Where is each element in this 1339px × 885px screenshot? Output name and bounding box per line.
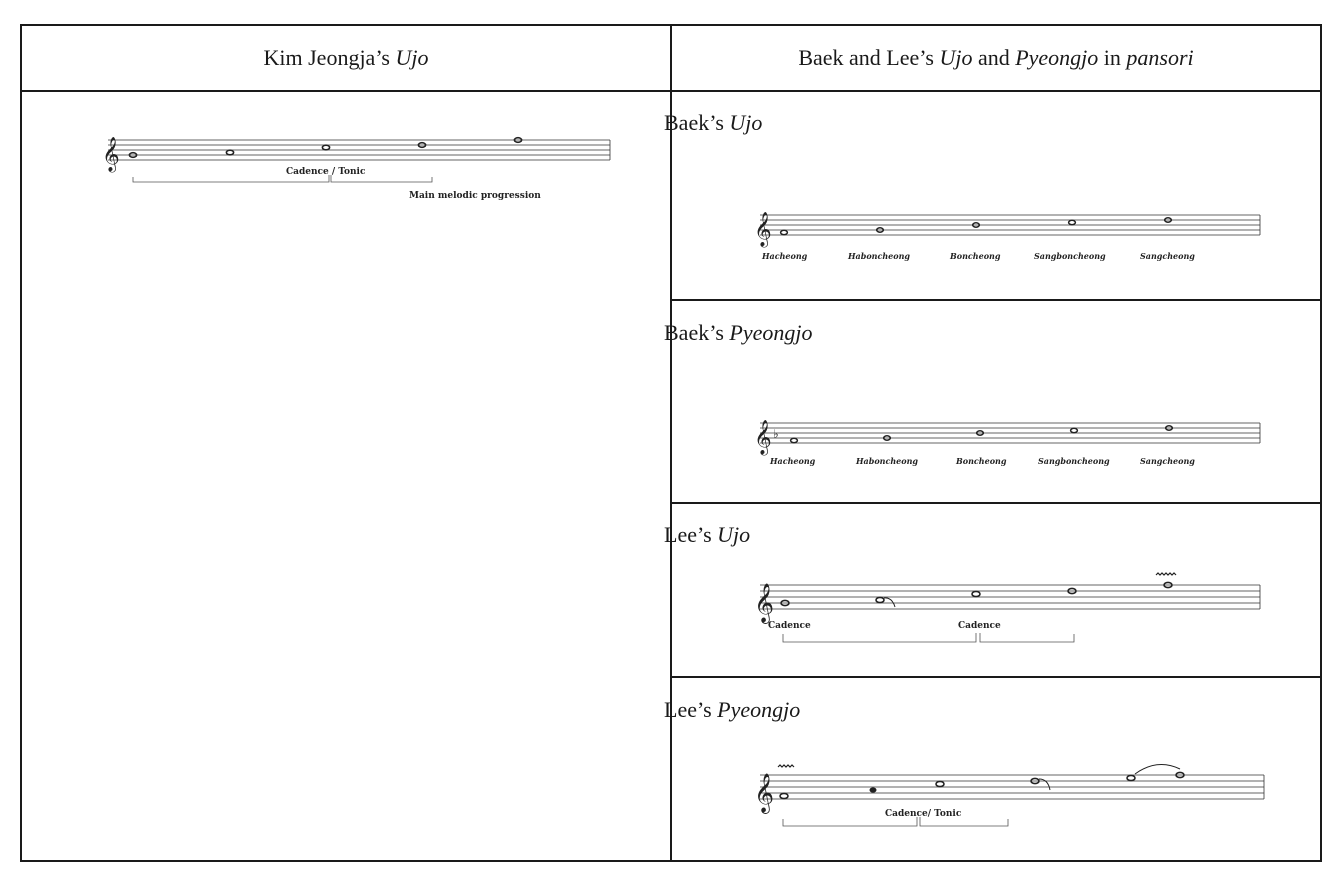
lee-ujo-cadence-1: Cadence	[768, 621, 811, 631]
kim-cadence-label: Cadence / Tonic	[286, 167, 366, 177]
baek-ujo-title	[664, 110, 762, 136]
header-right-italic-2: Pyeongjo	[1015, 45, 1099, 70]
baek-pyeongjo-title	[664, 320, 812, 346]
baek-pyeongjo-label-5: Sangcheong	[1140, 456, 1195, 466]
lee-ujo-staff	[752, 565, 1272, 655]
treble-clef-icon: 𝄞	[754, 583, 775, 623]
row-divider-1	[672, 299, 1320, 301]
header-left-text: Kim Jeongja’s	[263, 45, 396, 70]
baek-ujo-label-3: Boncheong	[950, 251, 1001, 261]
baek-pyeongjo-staff	[752, 413, 1272, 473]
treble-clef-icon: 𝄞	[754, 773, 775, 813]
header-right-text-3: in	[1098, 45, 1127, 70]
baek-pyeongjo-label-3: Boncheong	[956, 456, 1007, 466]
baek-pyeongjo-label-4: Sangboncheong	[1038, 456, 1110, 466]
tie-icon	[884, 598, 895, 607]
lee-pyeongjo-title	[664, 697, 800, 723]
header-right-italic-3: pansori	[1126, 45, 1194, 70]
slur-icon	[1135, 765, 1180, 774]
header-right-text-2: and	[972, 45, 1016, 70]
baek-ujo-label-5: Sangcheong	[1140, 251, 1195, 261]
header-right-italic-1: Ujo	[939, 45, 973, 70]
flat-icon: ♭	[773, 427, 779, 441]
vibrato-icon	[1156, 573, 1176, 575]
treble-clef-icon: 𝄞	[754, 420, 772, 455]
header-divider	[22, 90, 1320, 92]
header-right-text-1: Baek and Lee’s	[798, 45, 940, 70]
kim-main-progression-label: Main melodic progression	[409, 191, 541, 201]
kim-ujo-staff	[100, 130, 620, 210]
baek-pyeongjo-title-italic: Pyeongjo	[729, 320, 813, 345]
column-divider	[670, 26, 672, 860]
header-left	[22, 26, 670, 90]
treble-clef-icon: 𝄞	[102, 137, 120, 172]
baek-ujo-label-4: Sangboncheong	[1034, 251, 1106, 261]
baek-ujo-label-1: Hacheong	[762, 251, 808, 261]
vibrato-icon	[778, 765, 794, 767]
baek-pyeongjo-title-prefix: Baek’s	[664, 320, 730, 345]
lee-pyeongjo-title-prefix: Lee’s	[664, 697, 718, 722]
lee-ujo-title-italic: Ujo	[717, 522, 751, 547]
header-left-italic: Ujo	[395, 45, 429, 70]
baek-ujo-title-prefix: Baek’s	[664, 110, 730, 135]
lee-ujo-cadence-2: Cadence	[958, 621, 1001, 631]
baek-pyeongjo-label-1: Hacheong	[770, 456, 816, 466]
row-divider-3	[672, 676, 1320, 678]
lee-pyeongjo-staff	[752, 755, 1272, 835]
lee-ujo-title	[664, 522, 750, 548]
lee-pyeongjo-title-italic: Pyeongjo	[717, 697, 801, 722]
lee-ujo-title-prefix: Lee’s	[664, 522, 718, 547]
row-divider-2	[672, 502, 1320, 504]
baek-ujo-staff	[752, 205, 1272, 265]
lee-pyeongjo-cadence-label: Cadence/ Tonic	[885, 809, 962, 819]
baek-ujo-label-2: Haboncheong	[848, 251, 911, 261]
header-right	[672, 26, 1320, 90]
baek-pyeongjo-label-2: Haboncheong	[856, 456, 919, 466]
treble-clef-icon: 𝄞	[754, 212, 772, 247]
baek-ujo-title-italic: Ujo	[729, 110, 763, 135]
